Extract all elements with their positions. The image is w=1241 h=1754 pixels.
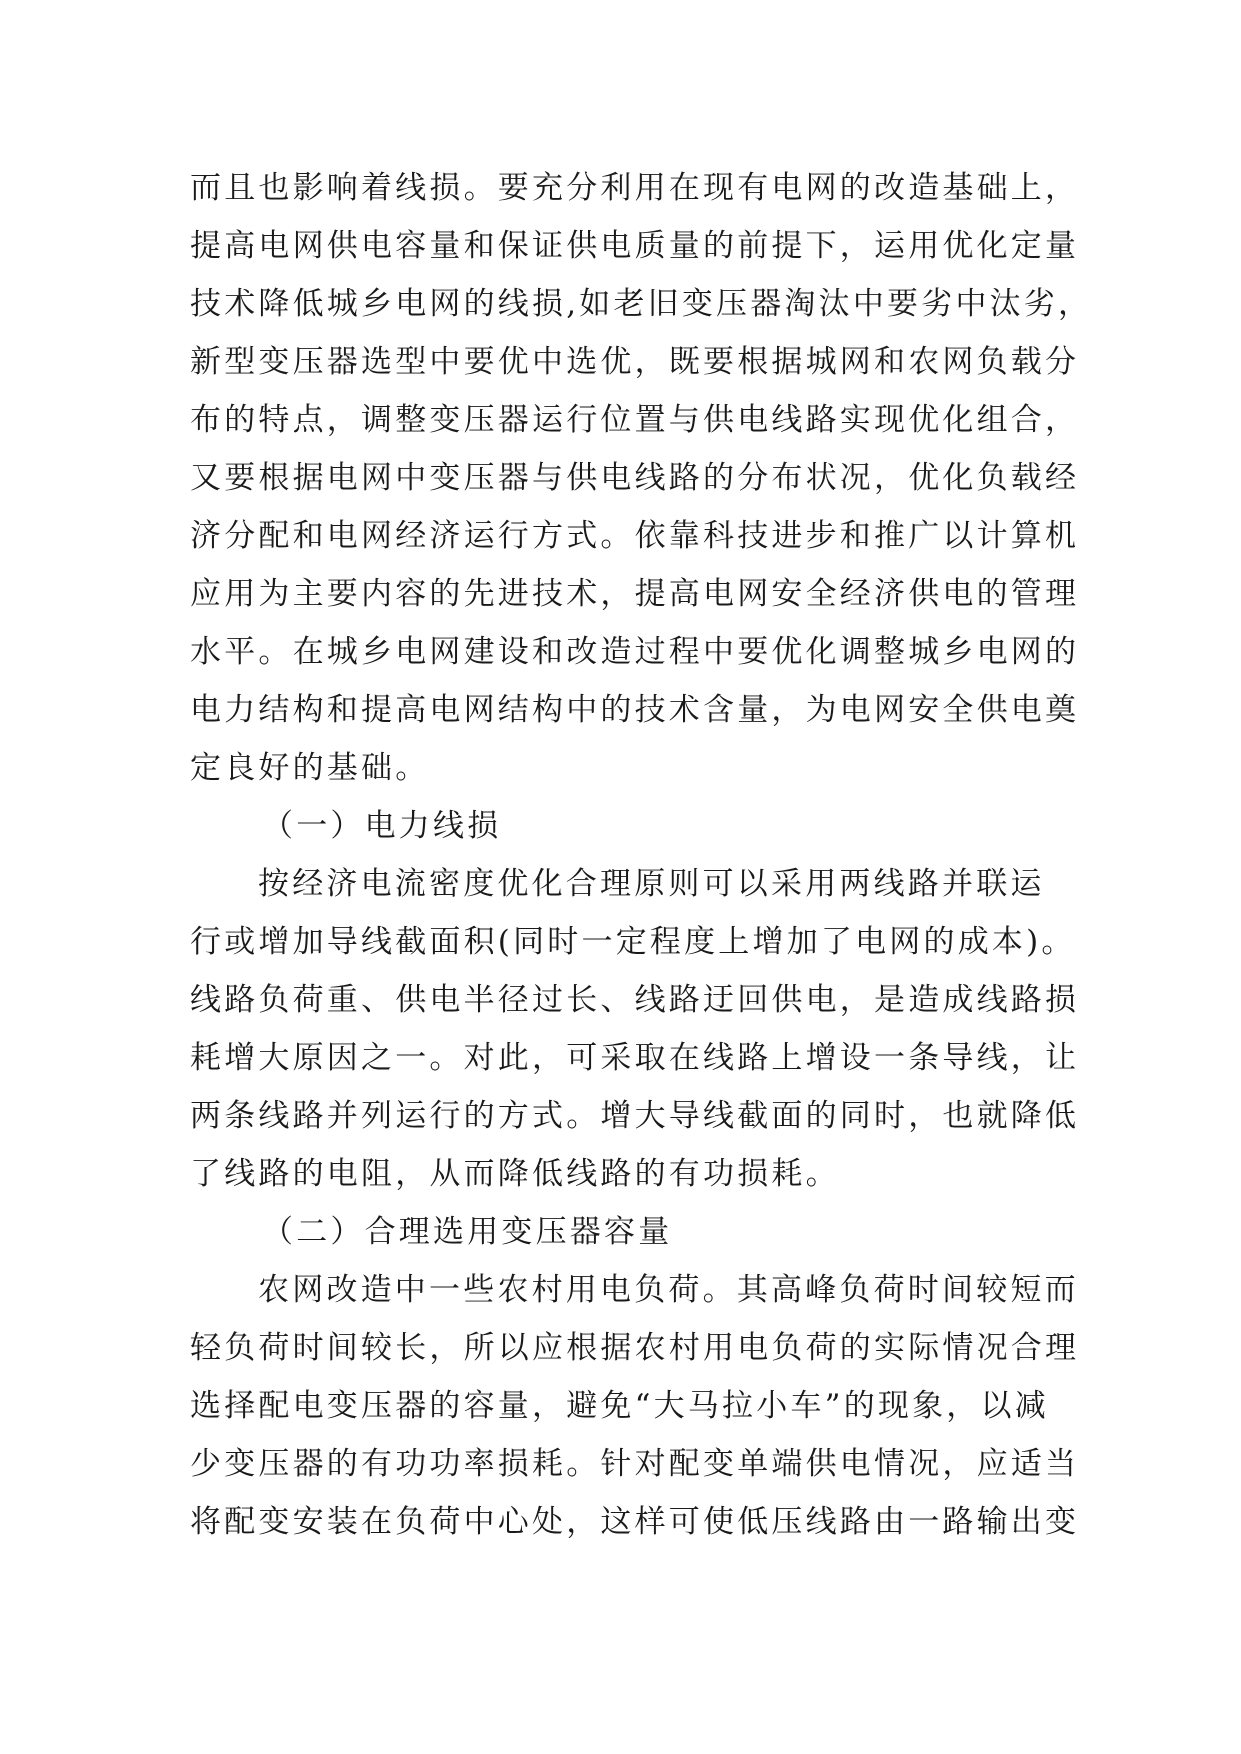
text-line: 线路负荷重、供电半径过长、线路迂回供电，是造成线路损 (190, 982, 1080, 1018)
text-line: 耗增大原因之一。对此，可采取在线路上增设一条导线，让 (190, 1040, 1080, 1076)
text-line: 定良好的基础。 (190, 750, 430, 786)
section-heading: （一）电力线损 (262, 808, 502, 844)
text-line: 选择配电变压器的容量，避免“大马拉小车”的现象，以减 (190, 1388, 1049, 1424)
text-line: 济分配和电网经济运行方式。依靠科技进步和推广以计算机 (190, 518, 1080, 554)
text-line: 提高电网供电容量和保证供电质量的前提下，运用优化定量 (190, 228, 1080, 264)
text-line: 行或增加导线截面积(同时一定程度上增加了电网的成本)。 (190, 924, 1076, 960)
text-line: 新型变压器选型中要优中选优，既要根据城网和农网负载分 (190, 344, 1080, 380)
text-line: 应用为主要内容的先进技术，提高电网安全经济供电的管理 (190, 576, 1080, 612)
paragraph-first-line: 农网改造中一些农村用电负荷。其高峰负荷时间较短而 (258, 1272, 1079, 1308)
section-heading: （二）合理选用变压器容量 (262, 1214, 673, 1250)
paragraph-first-line: 按经济电流密度优化合理原则可以采用两线路并联运 (258, 866, 1045, 902)
text-line: 而且也影响着线损。要充分利用在现有电网的改造基础上， (190, 170, 1080, 206)
text-line: 将配变安装在负荷中心处，这样可使低压线路由一路输出变 (190, 1504, 1080, 1540)
text-line: 轻负荷时间较长，所以应根据农村用电负荷的实际情况合理 (190, 1330, 1080, 1366)
text-line: 技术降低城乡电网的线损,如老旧变压器淘汰中要劣中汰劣， (190, 286, 1093, 322)
text-line: 两条线路并列运行的方式。增大导线截面的同时，也就降低 (190, 1098, 1080, 1134)
text-line: 水平。在城乡电网建设和改造过程中要优化调整城乡电网的 (190, 634, 1080, 670)
text-line: 了线路的电阻，从而降低线路的有功损耗。 (190, 1156, 840, 1192)
text-line: 电力结构和提高电网结构中的技术含量，为电网安全供电奠 (190, 692, 1080, 728)
text-line: 少变压器的有功功率损耗。针对配变单端供电情况，应适当 (190, 1446, 1080, 1482)
text-line: 又要根据电网中变压器与供电线路的分布状况，优化负载经 (190, 460, 1080, 496)
text-line: 布的特点，调整变压器运行位置与供电线路实现优化组合， (190, 402, 1080, 438)
